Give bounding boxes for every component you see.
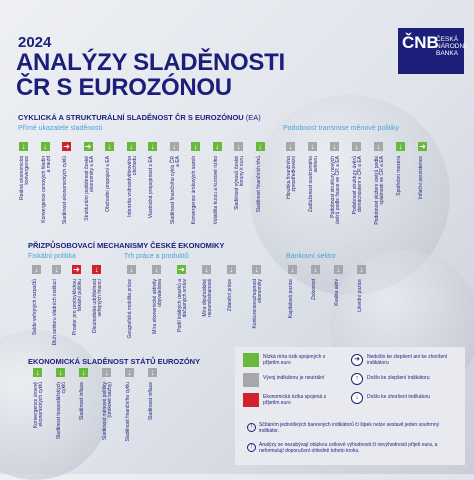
indicator-box-fiscal-3: [92, 265, 101, 274]
arrow-down-icon: ↓: [43, 142, 47, 151]
indicator-label: Saldo veřejných rozpočtů: [32, 279, 38, 336]
arrow-down-icon: ↓: [229, 265, 234, 274]
indicator-box-row1-1: [41, 142, 50, 151]
arrow-down-icon: ↓: [332, 142, 337, 151]
arrow-right-icon: ➜: [178, 265, 185, 274]
arrow-up-icon: ↑: [351, 373, 363, 385]
legend-gray-swatch: [243, 373, 259, 387]
arrow-down-icon: ↓: [310, 142, 315, 151]
indicator-box-fiscal-1: [52, 265, 61, 274]
indicator-box-row1-8: [191, 142, 200, 151]
subsection-bank: Bankovní sektor: [286, 253, 337, 260]
indicator-box-row1-11: [256, 142, 265, 151]
indicator-label: Konkurenceschopnost ekonomiky: [252, 279, 264, 329]
arrow-down-icon: ↓: [204, 265, 209, 274]
indicator-label: Hloubka finančního zprostředkování: [286, 156, 298, 199]
indicator-label: Prostor pro proticyklickou fiskální politiku: [72, 279, 84, 336]
indicator-label: Kvalita aktiv: [334, 279, 340, 306]
indicator-label: Dluh sektoru vládních institucí: [52, 279, 58, 346]
indicator-label: Sladěnost měnové politiky (úrokové sazby): [102, 382, 114, 441]
section-title-adjust: PŘIZPŮSOBOVACÍ MECHANISMY ČESKÉ EKONOMIKY: [28, 241, 225, 250]
arrow-down-icon: ↓: [104, 368, 109, 377]
indicator-label: Konvergence cenových hladin a mezd: [40, 156, 52, 223]
indicator-box-row2-0: [286, 142, 295, 151]
indicator-box-eurozone-3: [102, 368, 111, 377]
indicator-label: Sladěnost finančních trhů: [255, 156, 262, 213]
indicator-box-row1-5: [127, 142, 136, 151]
arrow-down-icon: ↓: [172, 142, 176, 151]
indicator-label: Míra dlouhodobé nezaměstnanosti: [202, 279, 214, 317]
subsection-fiscal: Fiskální politika: [28, 253, 76, 260]
indicator-box-row2-1: [308, 142, 317, 151]
arrow-down-icon: ↓: [290, 265, 295, 274]
indicator-box-eurozone-0: [33, 368, 42, 377]
legend-arrow-down-text: Došlo ke zhoršení indikátoru: [367, 394, 431, 400]
arrow-down-icon: ↓: [21, 142, 26, 151]
indicator-box-labour-5: [252, 265, 261, 274]
arrow-right-icon: ➜: [73, 265, 80, 274]
legend: [235, 347, 465, 465]
indicator-box-row1-9: [213, 142, 222, 151]
indicator-box-labour-2: [177, 265, 186, 274]
indicator-box-eurozone-5: [148, 368, 157, 377]
indicator-label: Intenzita vnitroodvětvového obchodu: [126, 156, 138, 217]
legend-gray-text: Vývoj indikátoru je neutrální: [263, 375, 325, 381]
indicator-label: Sladěnost inflace: [148, 382, 154, 421]
arrow-down-icon: ↓: [351, 392, 363, 404]
indicator-box-row2-5: [396, 142, 405, 151]
legend-red-text: Ekonomická rizika spojená s přijetím euro: [263, 394, 327, 406]
arrow-right-icon: ➜: [63, 142, 70, 151]
legend-green-text: Nízká míra rizik spojených s přijetím euro: [263, 354, 326, 366]
arrow-down-icon: ↓: [107, 142, 112, 151]
indicator-box-labour-4: [227, 265, 236, 274]
arrow-down-icon: ↓: [34, 265, 39, 274]
indicator-label: Reálná ekonomická konvergence: [19, 156, 31, 200]
legend-arrow-right-text: Nedošlo ke zlepšení ani ke zhoršení indikátoru: [367, 354, 448, 366]
indicator-label: Sladěnost finančního cyklu: [125, 382, 131, 442]
arrow-down-icon: ↓: [150, 368, 155, 377]
indicator-box-row2-6: [418, 142, 427, 151]
arrow-down-icon: ↓: [398, 142, 403, 151]
indicator-box-bank-0: [288, 265, 297, 274]
arrow-down-icon: ↓: [129, 265, 134, 274]
indicator-label: Sladěnost finančního cyklu ČR a EA: [169, 156, 181, 225]
indicator-box-row2-2: [330, 142, 339, 151]
arrow-down-icon: ↓: [376, 142, 381, 151]
indicator-label: Sladěnost výnosů české koruny k euru: [234, 156, 246, 210]
indicator-box-bank-3: [357, 265, 366, 274]
warning-icon: !: [247, 443, 256, 452]
arrow-down-icon: ↓: [150, 142, 155, 151]
arrow-down-icon: ↓: [215, 142, 219, 151]
indicator-label: Volatilita kurzu a kurzové riziko: [212, 156, 219, 225]
indicator-box-labour-3: [202, 265, 211, 274]
page-title: ANALÝZY SLADĚNOSTI ČR S EUROZÓNOU: [16, 49, 285, 101]
indicator-box-labour-1: [152, 265, 161, 274]
legend-note-2: Analýzy se nezabývají otázkou celkové výhodnosti či nevýhodnosti přijetí eura, a neformulují doporučení ohledně tohoto kroku.: [259, 442, 438, 454]
legend-red-swatch: [243, 393, 259, 407]
indicator-box-row1-4: [105, 142, 114, 151]
indicator-label: Sladěnost hospodářských cyklů: [56, 382, 68, 440]
subsection-labour: Trh práce a produktů: [124, 253, 189, 260]
subsection-direct: Přímé ukazatele sladěnosti: [18, 125, 103, 132]
indicator-box-fiscal-2: [72, 265, 81, 274]
indicator-label: Podobnost struktury nových úvěrů podle fixace ve ČR a EA: [330, 156, 342, 225]
indicator-label: Kapitálová pozice: [288, 279, 294, 319]
indicator-label: Likvidní pozice: [357, 279, 363, 312]
arrow-down-icon: ↓: [127, 368, 132, 377]
arrow-down-icon: ↓: [193, 142, 198, 151]
arrow-down-icon: ↓: [354, 142, 359, 151]
arrow-down-icon: ↓: [236, 142, 241, 151]
indicator-label: Sladěnost inflace: [79, 382, 85, 421]
arrow-down-icon: ↓: [54, 265, 59, 274]
arrow-down-icon: ↓: [258, 142, 262, 151]
indicator-label: Spotřební mezera: [396, 156, 402, 196]
indicator-box-bank-2: [334, 265, 343, 274]
arrow-down-icon: ↓: [94, 265, 99, 274]
section-title-cyclical: CYKLICKÁ A STRUKTURÁLNÍ SLADĚNOST ČR S EUROZÓNOU (EA): [18, 113, 261, 122]
arrow-down-icon: ↓: [313, 265, 318, 274]
legend-green-swatch: [243, 353, 259, 367]
indicator-label: Konvergence úrokových sazeb: [191, 156, 197, 225]
indicator-label: Obchodní propojení s EA: [105, 156, 111, 212]
indicator-label: Geografická mobilita práce: [127, 279, 133, 339]
arrow-down-icon: ↓: [129, 142, 133, 151]
arrow-down-icon: ↓: [154, 265, 159, 274]
arrow-down-icon: ↓: [288, 142, 293, 151]
arrow-down-icon: ↓: [336, 265, 341, 274]
indicator-box-row1-0: [19, 142, 28, 151]
indicator-box-row1-10: [234, 142, 243, 151]
report-year: 2024: [18, 34, 52, 51]
indicator-label: Podíl krátkých úvazků a dočasných smluv: [177, 279, 189, 332]
indicator-box-eurozone-2: [79, 368, 88, 377]
indicator-box-bank-1: [311, 265, 320, 274]
legend-arrow-up-text: Došlo ke zlepšení indikátoru: [367, 375, 430, 381]
arrow-down-icon: ↓: [81, 368, 86, 377]
indicator-label: Sladěnost ekonomických cyklů: [62, 156, 68, 225]
indicator-label: Míra ekonomické aktivity obyvatelstva: [152, 279, 164, 334]
arrow-right-icon: ➜: [351, 354, 363, 366]
arrow-right-icon: ➜: [84, 142, 92, 151]
arrow-down-icon: ↓: [359, 265, 364, 274]
indicator-label: Konvergence úrovně ekonomických cyklů: [33, 382, 45, 429]
indicator-label: Zdanění práce: [227, 279, 233, 312]
indicator-box-fiscal-0: [32, 265, 41, 274]
arrow-down-icon: ↓: [35, 368, 40, 377]
arrow-down-icon: ↓: [58, 368, 63, 377]
indicator-box-row2-4: [374, 142, 383, 151]
indicator-label: Vlastnická propojenost s EA: [148, 156, 154, 219]
indicator-box-row1-7: [170, 142, 179, 151]
indicator-label: Dlouhodobá udržitelnost veřejných financí: [92, 279, 104, 333]
indicator-box-row1-6: [148, 142, 157, 151]
subsection-transmission: Podobnost transmise měnové politiky: [283, 125, 399, 132]
section-title-eurozone: EKONOMICKÁ SLADĚNOST STÁTŮ EUROZÓNY: [28, 357, 201, 366]
indicator-box-eurozone-1: [56, 368, 65, 377]
indicator-box-row1-3: [84, 142, 93, 151]
indicator-box-labour-0: [127, 265, 136, 274]
coin-decoration: [0, 330, 110, 480]
warning-icon: !: [247, 423, 256, 432]
indicator-box-eurozone-4: [125, 368, 134, 377]
indicator-label: Zadluženost soukromého sektoru: [308, 156, 320, 213]
cnb-logo: ČNB ČESKÁ NÁRODNÍ BANKA: [398, 28, 464, 74]
arrow-right-icon: ➜: [419, 142, 426, 151]
indicator-box-row1-2: [62, 142, 71, 151]
indicator-label: Podobnost složení úvěrů podle splatnosti ve ČR a EA: [374, 156, 386, 225]
legend-note-1: Sčítáním jednotlivých barevných indikátorů či šipek nelze sestavit jeden souhrnný indikátor.: [259, 422, 440, 434]
indicator-label: Ziskovost: [311, 279, 317, 301]
indicator-label: Inflační perzistence: [418, 156, 424, 200]
indicator-label: Podobnost struktury úvěrů domácnostem v ČR a EA: [352, 156, 364, 215]
arrow-down-icon: ↓: [254, 265, 259, 274]
indicator-label: Strukturální podobnost české ekonomiky s EA: [83, 156, 95, 221]
indicator-box-row2-3: [352, 142, 361, 151]
